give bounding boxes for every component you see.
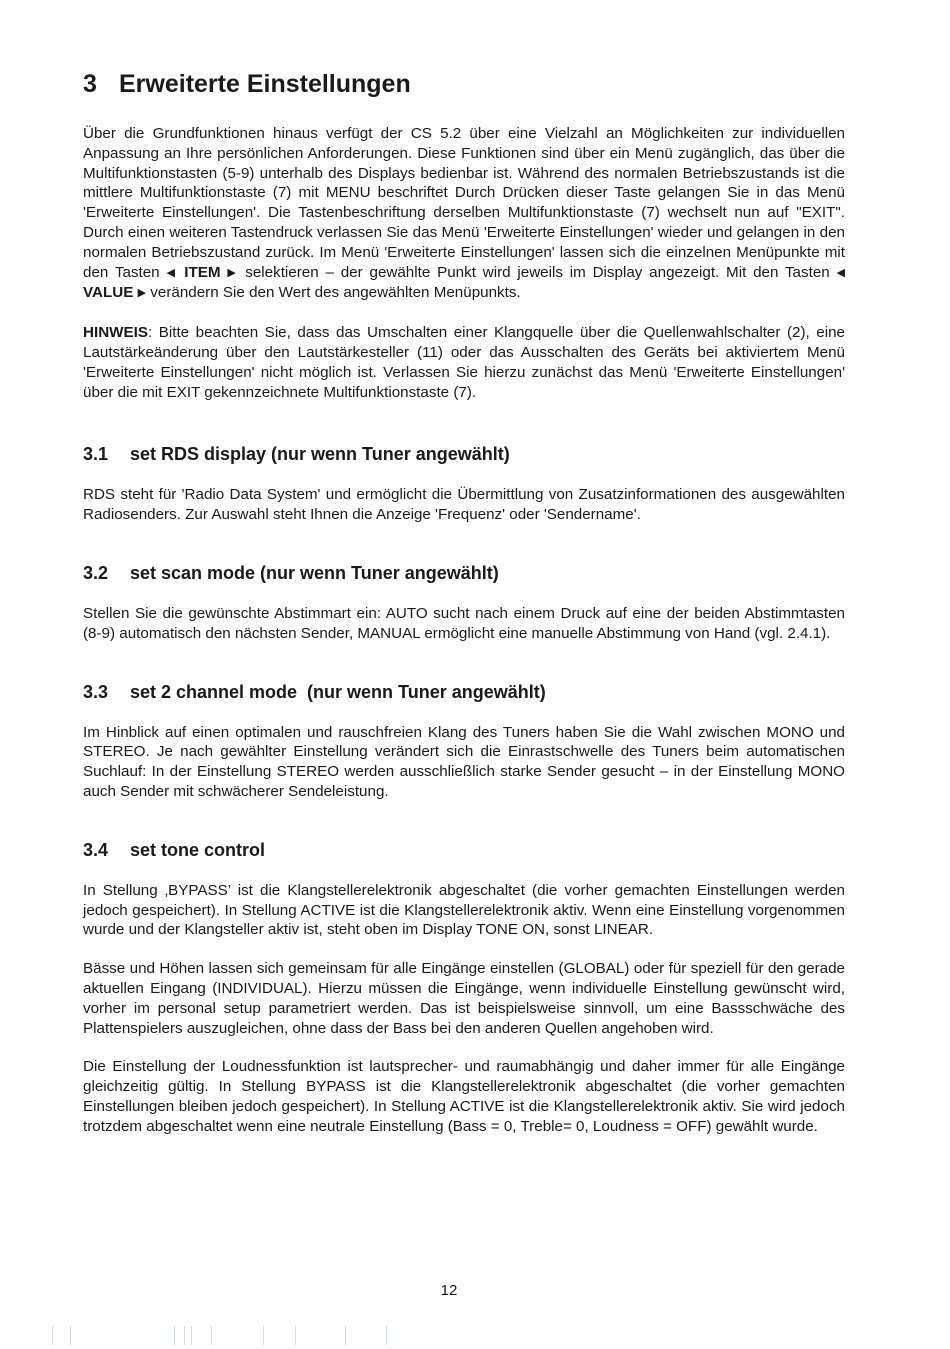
section-paragraph: Stellen Sie die gewünschte Abstimmart ein: AUTO sucht nach einem Druck auf eine der beiden Abstimmtasten (8-9) automatisch den nächsten Sender, MANUAL ermöglicht eine manuelle Abstimmung von Hand (vgl. 2.4.1).	[83, 604, 845, 642]
section-title: set 2 channel mode (nur wenn Tuner angewählt)	[130, 681, 546, 702]
intro-text-c: verändern Sie den Wert des angewählten Menüpunkts.	[150, 284, 521, 302]
chapter-number: 3	[83, 70, 97, 98]
section-title: set tone control	[130, 839, 266, 860]
note-label: HINWEIS	[83, 324, 148, 342]
scan-mark	[70, 1326, 71, 1345]
section-number: 3.2	[83, 562, 109, 583]
chapter-title: Erweiterte Einstellungen	[119, 70, 411, 98]
section-title: set scan mode (nur wenn Tuner angewählt)	[130, 562, 499, 583]
triangle-left-icon: ◀	[836, 266, 845, 279]
value-key-label: VALUE	[83, 284, 134, 302]
scan-mark	[174, 1326, 175, 1345]
note-paragraph	[83, 323, 845, 402]
section-paragraph: Die Einstellung der Loudnessfunktion ist lautsprecher- und raumabhängig und daher immer für alle Eingänge gleichzeitig gültig. In Stellung BYPASS ist die Klangstellerelektronik abgeschaltet (die vorher gemachten Einstellungen bleiben jedoch gespeichert). In Stellung ACTIVE ist die Klangstellerelektronik aktiv. Sie wird jedoch trotzdem abgeschaltet wenn eine neutrale Einstellung (Bass = 0, Treble= 0, Loudness = OFF) gewählt wurde.	[83, 1058, 845, 1135]
section-number: 3.1	[83, 444, 109, 465]
section-heading-3-4	[83, 838, 845, 862]
scan-mark	[184, 1326, 185, 1345]
intro-text-b: selektieren – der gewählte Punkt wird jeweils im Display angezeigt. Mit den Tasten	[245, 263, 830, 281]
scan-mark	[345, 1326, 346, 1345]
scan-mark	[263, 1326, 264, 1345]
section-number: 3.3	[83, 681, 109, 702]
section-paragraph: In Stellung ‚BYPASS’ ist die Klangstellerelektronik abgeschaltet (die vorher gemachten Einstellungen werden jedoch gespeichert). In Stellung ACTIVE ist die Klangstellerelektronik aktiv. Wenn eine Einstellung vorgenommen wurde und der Klangsteller aktiv ist, steht oben im Display TONE ON, sonst LINEAR.	[83, 881, 845, 939]
scan-mark	[211, 1326, 212, 1345]
section-heading-3-3	[83, 680, 845, 704]
section-number: 3.4	[83, 839, 109, 860]
section-title: set RDS display (nur wenn Tuner angewählt)	[130, 444, 510, 465]
section-paragraph: RDS steht für 'Radio Data System' und ermöglicht die Übermittlung von Zusatzinformationen des ausgewählten Radiosenders. Zur Auswahl steht Ihnen die Anzeige 'Frequenz' oder 'Sendername'.	[83, 486, 845, 524]
intro-paragraph	[83, 124, 845, 304]
triangle-left-icon: ◀	[166, 266, 178, 279]
scan-mark	[191, 1326, 192, 1345]
section-heading-3-1	[83, 442, 845, 466]
scan-mark	[52, 1326, 53, 1345]
triangle-right-icon: ▶	[137, 287, 147, 300]
note-text: : Bitte beachten Sie, dass das Umschalten einer Klangquelle über die Quellenwahlschalter (2), eine Lautstärkeänderung über den Lautstärkesteller (11) oder das Ausschalten des Geräts bei aktiviertem Menü 'Erweiterte Einstellungen' nicht möglich ist. Verlassen Sie hierzu zunächst das Menü 'Erweiterte Einstellungen' über die mit EXIT gekennzeichnete Multifunktionstaste (7).	[83, 324, 845, 401]
section-paragraph: Im Hinblick auf einen optimalen und rauschfreien Klang des Tuners haben Sie die Wahl zwischen MONO und STEREO. Je nach gewählter Einstellung verändert sich die Einrastschwelle des Tuners beim automatischen Suchlauf: In der Einstellung STEREO werden ausschließlich starke Sender gesucht – in der Einstellung MONO auch Sender mit schwächerer Sendeleistung.	[83, 723, 845, 800]
page-number: 12	[440, 1282, 458, 1299]
triangle-right-icon: ▶	[227, 266, 239, 279]
item-key-label: ITEM	[184, 263, 221, 281]
section-paragraph: Bässe und Höhen lassen sich gemeinsam für alle Eingänge einstellen (GLOBAL) oder für speziell für den gerade aktuellen Eingang (INDIVIDUAL). Hierzu müssen die Eingänge, wenn individuelle Einstellung gewünscht wird, vorher im personal setup parametriert werden. Das ist beispielsweise sinnvoll, um eine Bassschwäche des Plattenspielers auszugleichen, ohne dass der Bass bei den anderen Quellen angehoben wird.	[83, 960, 845, 1037]
scan-mark	[386, 1326, 387, 1345]
page-content	[83, 68, 845, 1137]
scan-marks	[0, 1326, 950, 1346]
intro-text-a: Über die Grundfunktionen hinaus verfügt der CS 5.2 über eine Vielzahl an Möglichkeiten zur individuellen Anpassung an Ihre persönlichen Anforderungen. Diese Funktionen sind über ein Menü zugänglich, das über die Multifunktionstasten (5-9) unterhalb des Displays bedienbar ist. Während des normalen Betriebszustands ist die mittlere Multifunktionstaste (7) mit MENU beschriftet Durch Drücken dieser Taste gelangen Sie in das Menü 'Erweiterte Einstellungen'. Die Tastenbeschriftung derselben Multifunktionstaste (7) wechselt nun auf "EXIT". Durch einen weiteren Tastendruck verlassen Sie das Menü 'Erweiterte Einstellungen' wieder und gelangen in den normalen Betriebszustand zurück. Im Menü 'Erweiterte Einstellungen' lassen sich die einzelnen Menüpunkte mit den Tasten	[83, 125, 845, 281]
scan-mark	[295, 1326, 296, 1345]
section-heading-3-2	[83, 561, 845, 585]
chapter-heading	[83, 68, 845, 100]
